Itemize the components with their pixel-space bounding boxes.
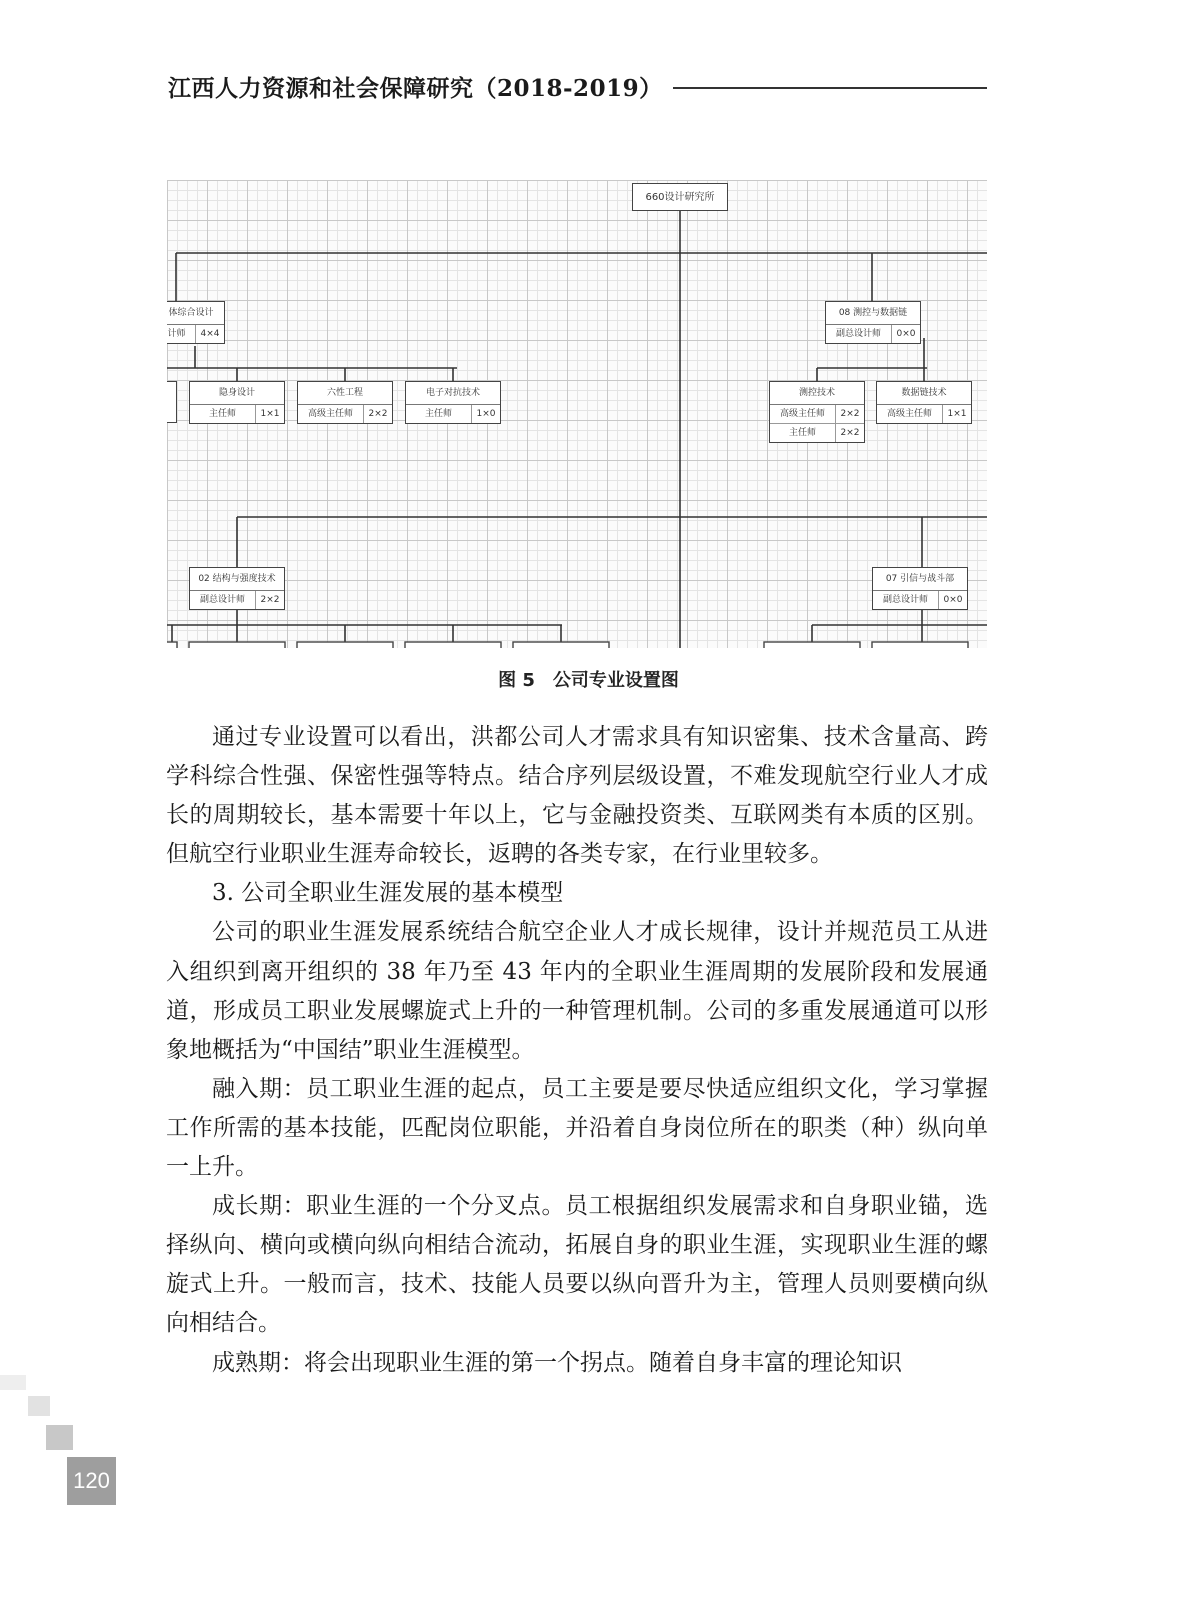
- node-position: 高级主任师: [770, 405, 836, 423]
- node-title: 六性工程: [298, 382, 392, 405]
- paragraph: 通过专业设置可以看出，洪都公司人才需求具有知识密集、技术含量高、跨学科综合性强、保密性强等特点。结合序列层级设置，不难发现航空行业人才成长的周期较长，基本需要十年以上，它与金融投资类、互联网类有本质的区别。但航空行业职业生涯寿命较长，返聘的各类专家，在行业里较多。: [166, 724, 988, 868]
- node-count: 2×2: [368, 409, 388, 419]
- node-title: 测控技术: [770, 382, 864, 405]
- node-count: 1×1: [260, 409, 280, 419]
- org-node: [189, 381, 285, 424]
- paragraph: 成长期：职业生涯的一个分叉点。员工根据组织发展需求和自身职业锚，选择纵向、横向或横向纵向相结合流动，拓展自身的职业生涯，实现职业生涯的螺旋式上升。一般而言，技术、技能人员要以纵向晋升为主，管理人员则要横向纵向相结合。: [166, 1193, 988, 1337]
- org-node: [872, 567, 968, 610]
- org-node: [825, 301, 921, 344]
- org-node-root: 660设计研究所: [632, 183, 728, 211]
- node-title: 隐身设计: [190, 382, 284, 405]
- figure-caption: 图 5 公司专业设置图: [498, 670, 679, 691]
- decorative-square: [46, 1425, 73, 1450]
- paragraph: 公司的职业生涯发展系统结合航空企业人才成长规律，设计并规范员工从进入组织到离开组织的 38 年乃至 43 年内的全职业生涯周期的发展阶段和发展通道，形成员工职业发展螺旋式上升的一种管理机制。公司的多重发展通道可以形象地概括为“中国结”职业生涯模型。: [166, 919, 988, 1063]
- node-position: 主任师: [406, 405, 472, 423]
- org-node: [167, 381, 177, 423]
- node-count: 2×2: [840, 428, 860, 438]
- node-position: 高级主任师: [298, 405, 364, 423]
- node-position: 副总设计师: [826, 325, 892, 343]
- org-node: [405, 381, 501, 424]
- node-position: 副总设计师: [190, 591, 256, 609]
- page-number: 120: [67, 1457, 116, 1505]
- node-count: 0×0: [896, 329, 916, 339]
- node-title: 08 测控与数据链: [826, 302, 920, 325]
- node-title: 02 结构与强度技术: [190, 568, 284, 591]
- node-position: 计师: [167, 325, 196, 343]
- org-chart-figure: [167, 180, 987, 648]
- decorative-square: [0, 1375, 26, 1390]
- node-title: 07 引信与战斗部: [873, 568, 967, 591]
- node-position: 副总设计师: [873, 591, 939, 609]
- org-node: [876, 381, 972, 424]
- paragraph: 融入期：员工职业生涯的起点，员工主要是要尽快适应组织文化，学习掌握工作所需的基本技能，匹配岗位职能，并沿着自身岗位所在的职类（种）纵向单一上升。: [166, 1075, 988, 1181]
- node-title: 数据链技术: [877, 382, 971, 405]
- node-position: 主任师: [190, 405, 256, 423]
- org-node: [297, 381, 393, 424]
- org-node: [189, 567, 285, 610]
- org-node: [167, 301, 225, 344]
- node-position: 主任师: [770, 424, 836, 442]
- node-count: 1×1: [947, 409, 967, 419]
- node-position: 高级主任师: [877, 405, 943, 423]
- node-count: 2×2: [260, 595, 280, 605]
- node-title: 电子对抗技术: [406, 382, 500, 405]
- section-heading: 3. 公司全职业生涯发展的基本模型: [212, 880, 564, 907]
- running-header-title: 江西人力资源和社会保障研究（2018-2019）: [168, 70, 673, 103]
- paragraph: 成熟期：将会出现职业生涯的第一个拐点。随着自身丰富的理论知识: [212, 1349, 902, 1376]
- node-title: 体综合设计: [167, 302, 224, 325]
- body-text: [166, 718, 988, 1383]
- node-count: 4×4: [200, 329, 220, 339]
- org-node: [769, 381, 865, 443]
- decorative-square: [28, 1396, 50, 1416]
- node-count: 0×0: [943, 595, 963, 605]
- node-count: 2×2: [840, 409, 860, 419]
- node-count: 1×0: [476, 409, 496, 419]
